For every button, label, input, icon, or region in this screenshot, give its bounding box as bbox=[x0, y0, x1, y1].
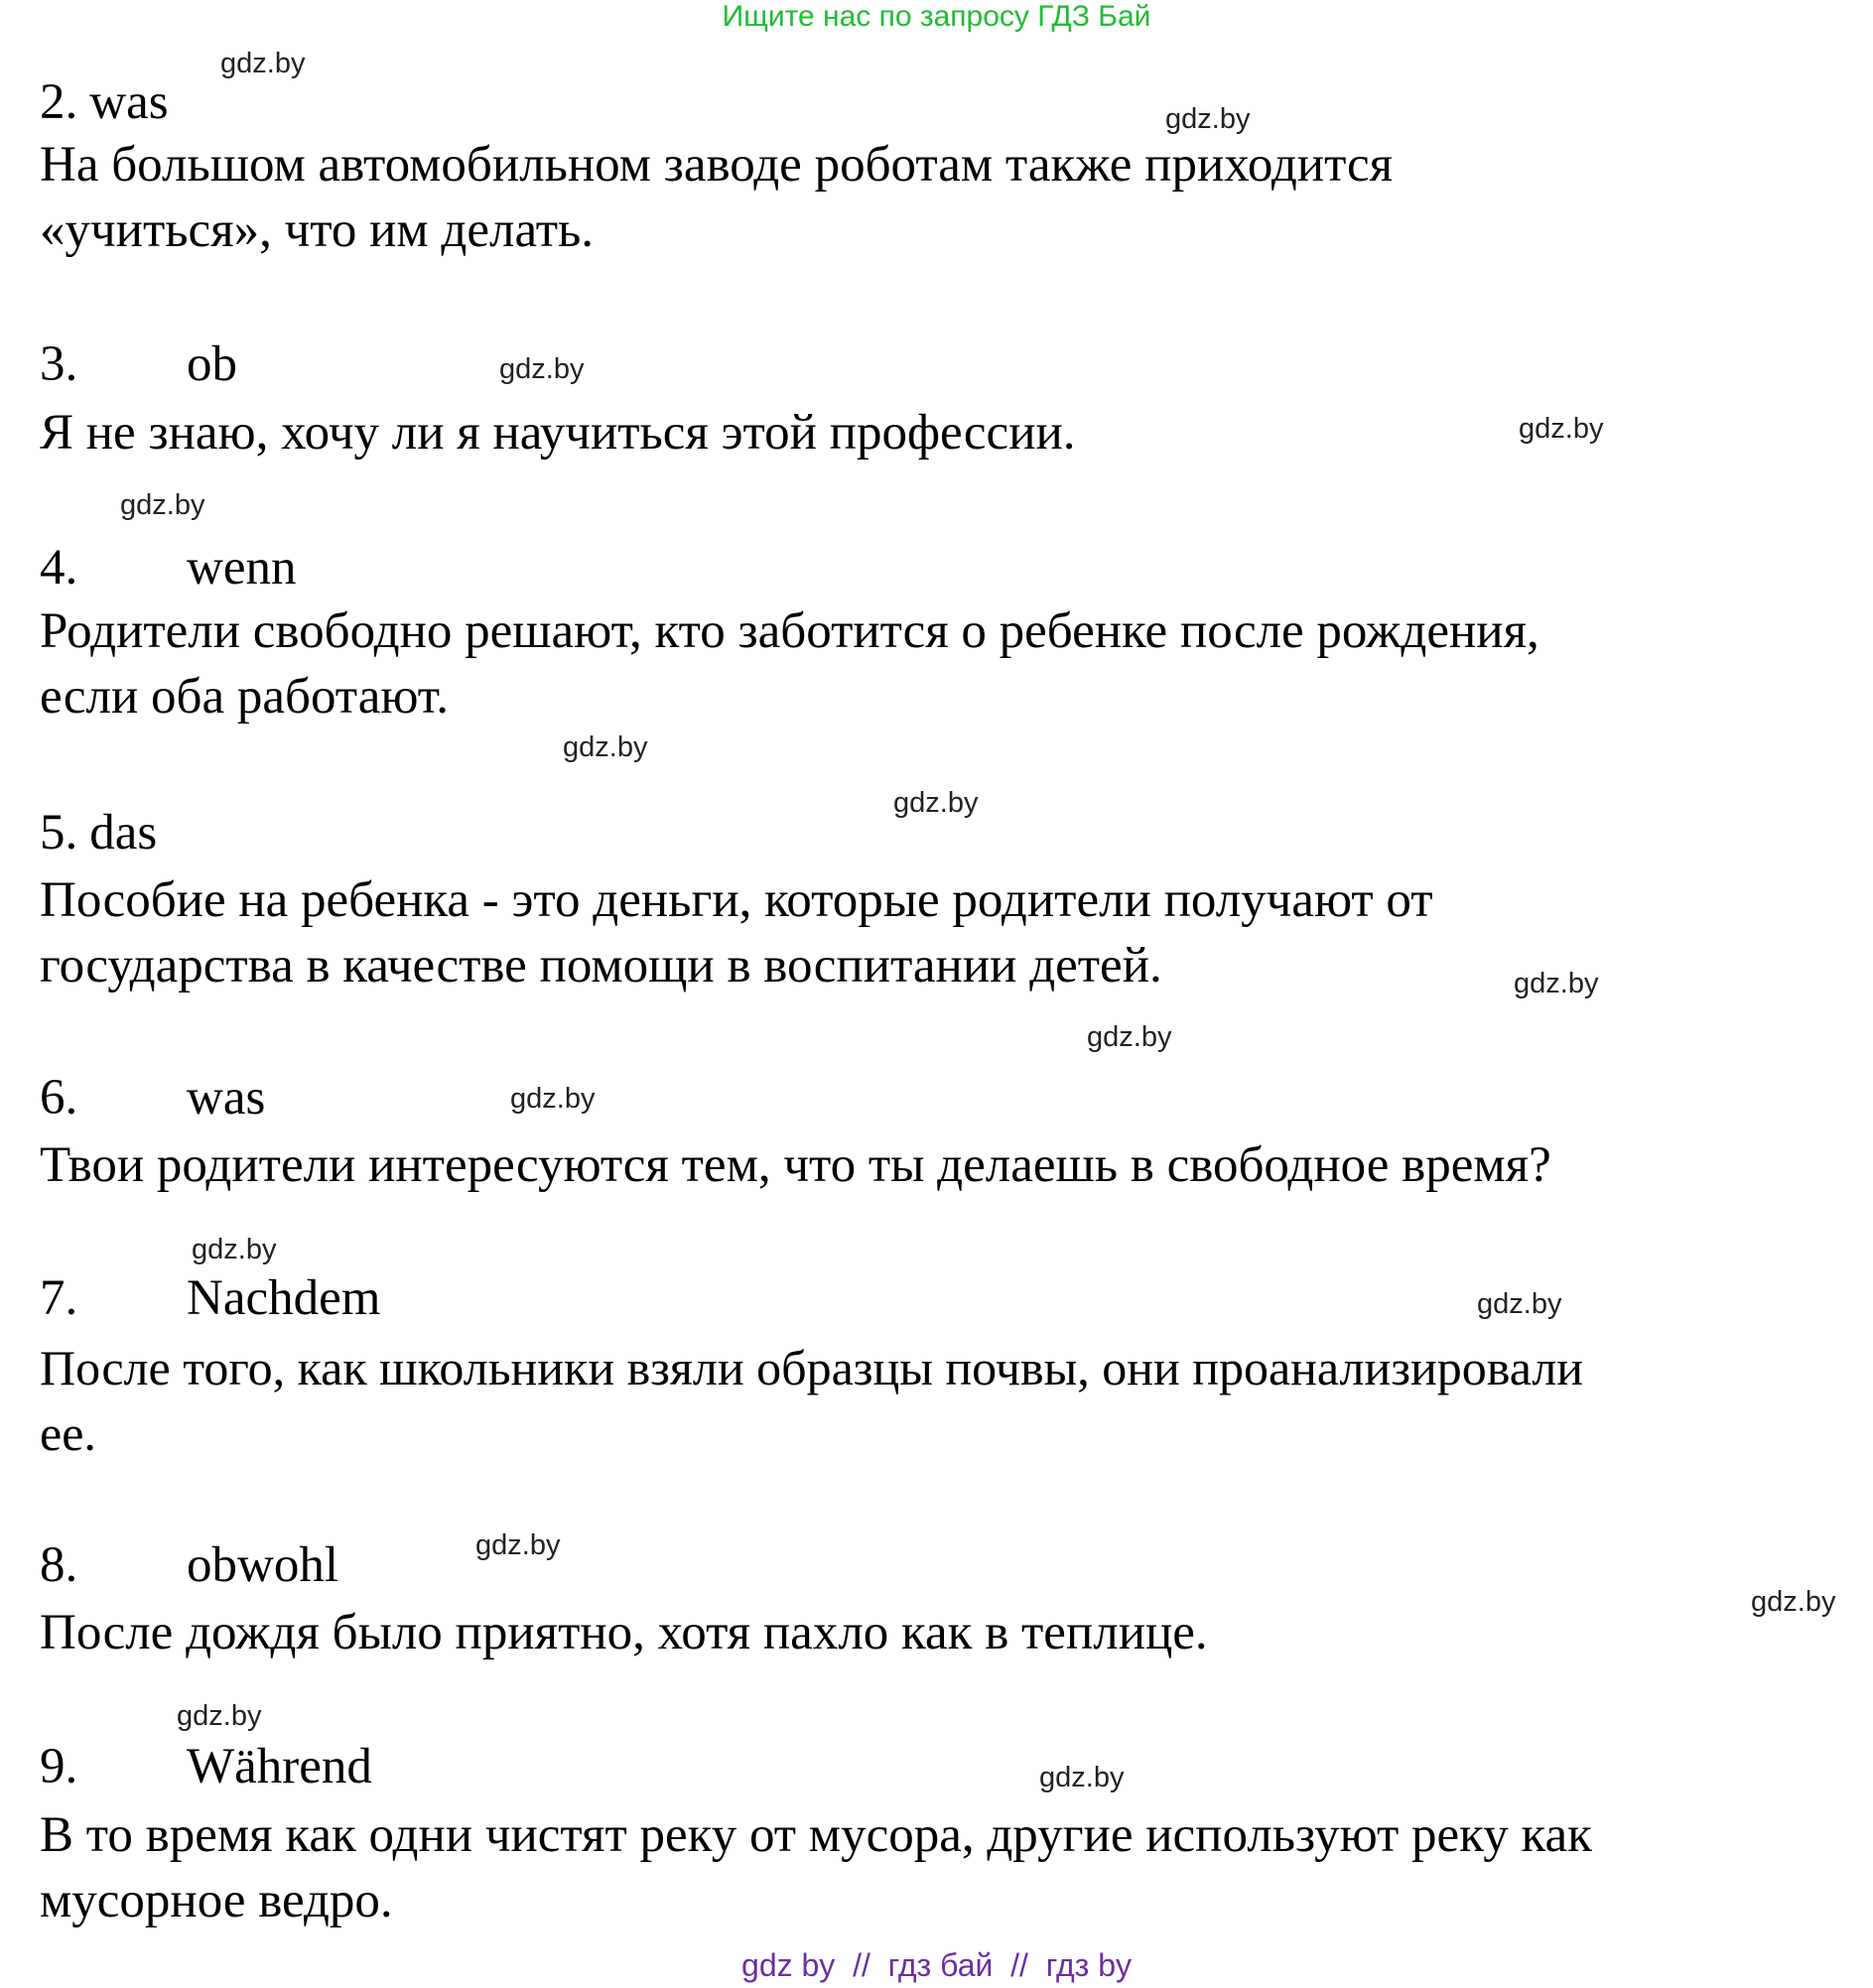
watermark: gdz.by bbox=[475, 1529, 561, 1561]
watermark: gdz.by bbox=[499, 353, 585, 385]
answer-number: 2. bbox=[40, 74, 78, 130]
translation-text: Пособие на ребенка - это деньги, которые родители получают от государства в качестве помощи в воспитании детей. bbox=[40, 872, 1433, 994]
watermark: gdz.by bbox=[177, 1700, 262, 1732]
watermark: gdz.by bbox=[1039, 1762, 1125, 1793]
translation-text: В то время как одни чистят реку от мусора, другие используют реку как мусорное ведро. bbox=[40, 1807, 1592, 1928]
answer-number: 5. bbox=[40, 805, 78, 861]
watermark: gdz.by bbox=[120, 489, 205, 521]
translation-text: После дождя было приятно, хотя пахло как в теплице. bbox=[40, 1605, 1208, 1660]
answer-word: obwohl bbox=[187, 1537, 338, 1593]
watermark: gdz.by bbox=[893, 787, 979, 819]
answer-number: 3. bbox=[40, 336, 78, 392]
answer-heading bbox=[40, 1738, 372, 1795]
watermark: gdz.by bbox=[220, 48, 306, 79]
watermark: gdz.by bbox=[1477, 1288, 1562, 1320]
answer-heading bbox=[40, 1069, 266, 1127]
answer-heading bbox=[40, 539, 297, 596]
search-hint-banner: Ищите нас по запросу ГДЗ Бай bbox=[722, 0, 1151, 33]
answer-word: Während bbox=[187, 1739, 372, 1794]
answer-word: ob bbox=[187, 336, 237, 392]
watermark: gdz.by bbox=[192, 1234, 277, 1265]
watermark: gdz.by bbox=[563, 731, 648, 763]
translation-text: Я не знаю, хочу ли я научиться этой профессии. bbox=[40, 405, 1076, 461]
answer-heading bbox=[40, 335, 237, 393]
translation-text: На большом автомобильном заводе роботам также приходится «учиться», что им делать. bbox=[40, 137, 1394, 258]
answer-word: Nachdem bbox=[187, 1270, 381, 1326]
answer-number: 4. bbox=[40, 540, 78, 596]
answer-number: 6. bbox=[40, 1070, 78, 1126]
watermark: gdz.by bbox=[1087, 1021, 1172, 1053]
watermark: gdz.by bbox=[1751, 1586, 1836, 1618]
translation-text: Твои родители интересуются тем, что ты делаешь в свободное время? bbox=[40, 1137, 1551, 1193]
answer-word: was bbox=[187, 1070, 266, 1126]
answer-heading bbox=[40, 1536, 338, 1594]
watermark: gdz.by bbox=[1165, 103, 1251, 135]
answer-number: 8. bbox=[40, 1537, 78, 1593]
answer-word: was bbox=[89, 74, 169, 130]
answer-heading bbox=[40, 1269, 381, 1327]
translation-text: После того, как школьники взяли образцы почвы, они проанализировали ее. bbox=[40, 1340, 1584, 1461]
translation-text: Родители свободно решают, кто заботится о ребенке после рождения, если оба работают. bbox=[40, 603, 1539, 725]
answer-heading bbox=[40, 73, 169, 131]
watermark: gdz.by bbox=[510, 1083, 596, 1115]
watermark: gdz.by bbox=[1514, 968, 1599, 999]
answer-word: das bbox=[89, 805, 158, 861]
answer-number: 9. bbox=[40, 1739, 78, 1794]
watermark: gdz.by bbox=[1519, 413, 1604, 445]
footer-watermark: gdz by // гдз бай // гдз by bbox=[741, 1947, 1132, 1983]
answer-number: 7. bbox=[40, 1270, 78, 1326]
answer-word: wenn bbox=[187, 540, 297, 596]
answer-heading bbox=[40, 804, 157, 861]
